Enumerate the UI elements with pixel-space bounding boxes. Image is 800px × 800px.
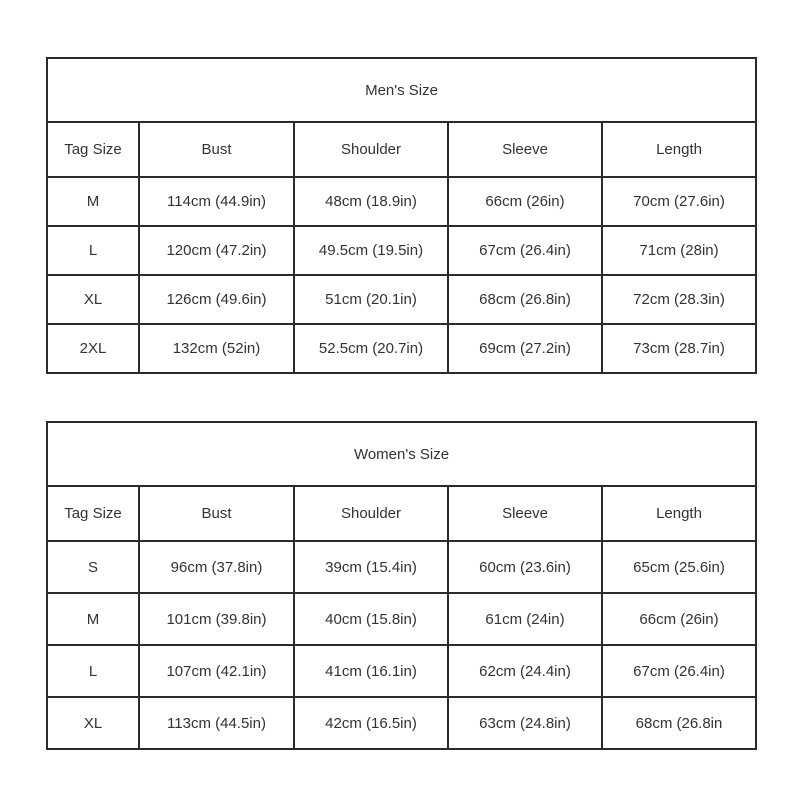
tag-size-cell: L — [47, 645, 139, 697]
mens-col-header-length: Length — [602, 122, 756, 177]
sleeve-cell: 67cm (26.4in) — [448, 226, 602, 275]
shoulder-cell: 41cm (16.1in) — [294, 645, 448, 697]
womens-title-row — [47, 422, 756, 486]
tag-size-cell: L — [47, 226, 139, 275]
womens-row-xl — [47, 697, 756, 749]
length-cell: 71cm (28in) — [602, 226, 756, 275]
shoulder-cell: 48cm (18.9in) — [294, 177, 448, 226]
tag-size-cell: XL — [47, 275, 139, 324]
womens-size-table — [46, 421, 757, 750]
sleeve-cell: 69cm (27.2in) — [448, 324, 602, 373]
mens-col-header-bust: Bust — [139, 122, 294, 177]
womens-col-header-bust: Bust — [139, 486, 294, 541]
bust-cell: 107cm (42.1in) — [139, 645, 294, 697]
mens-col-header-sleeve: Sleeve — [448, 122, 602, 177]
mens-row-xl — [47, 275, 756, 324]
mens-col-header-tag-size: Tag Size — [47, 122, 139, 177]
mens-row-2xl — [47, 324, 756, 373]
sleeve-cell: 68cm (26.8in) — [448, 275, 602, 324]
bust-cell: 114cm (44.9in) — [139, 177, 294, 226]
bust-cell: 120cm (47.2in) — [139, 226, 294, 275]
shoulder-cell: 51cm (20.1in) — [294, 275, 448, 324]
mens-header-row — [47, 122, 756, 177]
tag-size-cell: 2XL — [47, 324, 139, 373]
bust-cell: 126cm (49.6in) — [139, 275, 294, 324]
womens-header-row — [47, 486, 756, 541]
tag-size-cell: M — [47, 593, 139, 645]
tag-size-cell: M — [47, 177, 139, 226]
length-cell: 67cm (26.4in) — [602, 645, 756, 697]
tag-size-cell: S — [47, 541, 139, 593]
mens-title-row — [47, 58, 756, 122]
mens-col-header-shoulder: Shoulder — [294, 122, 448, 177]
shoulder-cell: 40cm (15.8in) — [294, 593, 448, 645]
tag-size-cell: XL — [47, 697, 139, 749]
sleeve-cell: 61cm (24in) — [448, 593, 602, 645]
length-cell: 65cm (25.6in) — [602, 541, 756, 593]
womens-table-title: Women's Size — [47, 422, 756, 486]
sleeve-cell: 63cm (24.8in) — [448, 697, 602, 749]
shoulder-cell: 42cm (16.5in) — [294, 697, 448, 749]
mens-table-title: Men's Size — [47, 58, 756, 122]
bust-cell: 96cm (37.8in) — [139, 541, 294, 593]
womens-row-s — [47, 541, 756, 593]
length-cell: 73cm (28.7in) — [602, 324, 756, 373]
shoulder-cell: 39cm (15.4in) — [294, 541, 448, 593]
mens-size-table — [46, 57, 757, 374]
length-cell: 70cm (27.6in) — [602, 177, 756, 226]
womens-col-header-sleeve: Sleeve — [448, 486, 602, 541]
mens-row-l — [47, 226, 756, 275]
sleeve-cell: 66cm (26in) — [448, 177, 602, 226]
shoulder-cell: 49.5cm (19.5in) — [294, 226, 448, 275]
bust-cell: 132cm (52in) — [139, 324, 294, 373]
womens-col-header-tag-size: Tag Size — [47, 486, 139, 541]
length-cell: 68cm (26.8in — [602, 697, 756, 749]
length-cell: 66cm (26in) — [602, 593, 756, 645]
sleeve-cell: 62cm (24.4in) — [448, 645, 602, 697]
mens-row-m — [47, 177, 756, 226]
shoulder-cell: 52.5cm (20.7in) — [294, 324, 448, 373]
womens-col-header-shoulder: Shoulder — [294, 486, 448, 541]
womens-col-header-length: Length — [602, 486, 756, 541]
length-cell: 72cm (28.3in) — [602, 275, 756, 324]
bust-cell: 113cm (44.5in) — [139, 697, 294, 749]
bust-cell: 101cm (39.8in) — [139, 593, 294, 645]
womens-row-m — [47, 593, 756, 645]
sleeve-cell: 60cm (23.6in) — [448, 541, 602, 593]
womens-row-l — [47, 645, 756, 697]
